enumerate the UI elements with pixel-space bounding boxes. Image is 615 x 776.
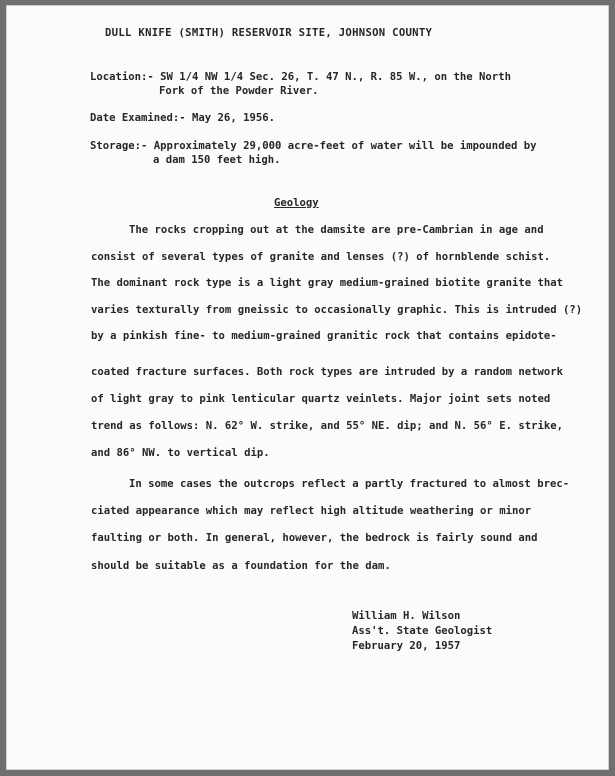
- date-examined: Date Examined:- May 26, 1956.: [90, 112, 275, 124]
- section-heading-geology: Geology: [274, 197, 319, 209]
- location-line-2: Fork of the Powder River.: [159, 85, 319, 97]
- paragraph-1-line: of light gray to pink lenticular quartz veinlets. Major joint sets noted: [91, 393, 551, 405]
- paragraph-2-line: should be suitable as a foundation for the dam.: [91, 560, 391, 572]
- paragraph-2-line: ciated appearance which may reflect high altitude weathering or minor: [91, 505, 532, 517]
- paragraph-1-line: varies texturally from gneissic to occasionally graphic. This is intruded (?): [91, 304, 583, 316]
- storage-line-2: a dam 150 feet high.: [153, 154, 281, 166]
- paragraph-2-line: In some cases the outcrops reflect a partly fractured to almost brec-: [129, 478, 570, 490]
- paragraph-1-line: The dominant rock type is a light gray medium-grained biotite granite that: [91, 277, 563, 289]
- paragraph-2-line: faulting or both. In general, however, the bedrock is fairly sound and: [91, 532, 538, 544]
- document-title: DULL KNIFE (SMITH) RESERVOIR SITE, JOHNSON COUNTY: [105, 27, 433, 39]
- signature-date: February 20, 1957: [352, 640, 461, 652]
- document-page: [6, 5, 609, 770]
- storage-line-1: Storage:- Approximately 29,000 acre-feet of water will be impounded by: [90, 140, 537, 152]
- paragraph-1-line: trend as follows: N. 62° W. strike, and 55° NE. dip; and N. 56° E. strike,: [91, 420, 563, 432]
- paragraph-1-line: coated fracture surfaces. Both rock types are intruded by a random network: [91, 366, 563, 378]
- paragraph-1-line: and 86° NW. to vertical dip.: [91, 447, 270, 459]
- location-line-1: Location:- SW 1/4 NW 1/4 Sec. 26, T. 47 N., R. 85 W., on the North: [90, 71, 511, 83]
- signature-name: William H. Wilson: [352, 610, 461, 622]
- paragraph-1-line: by a pinkish fine- to medium-grained granitic rock that contains epidote-: [91, 330, 557, 342]
- paragraph-1-line: The rocks cropping out at the damsite are pre-Cambrian in age and: [129, 224, 544, 236]
- signature-title: Ass't. State Geologist: [352, 625, 493, 637]
- paragraph-1-line: consist of several types of granite and lenses (?) of hornblende schist.: [91, 251, 551, 263]
